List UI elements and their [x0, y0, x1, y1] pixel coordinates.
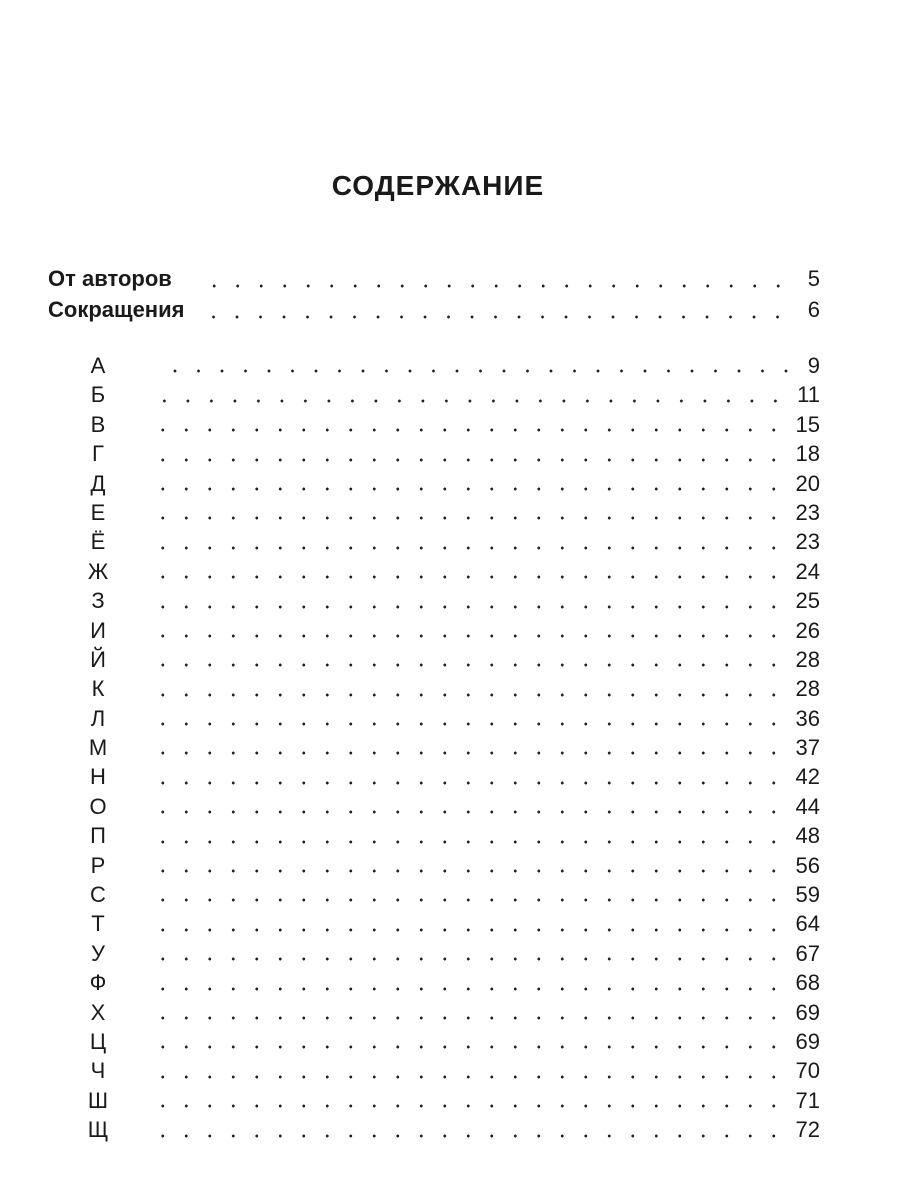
toc-letter-entry[interactable] [80, 911, 820, 940]
toc-letter-entry[interactable] [80, 529, 820, 558]
toc-letter-page: 71 [795, 1087, 820, 1113]
toc-letter-entry[interactable] [80, 941, 820, 970]
dot-leader [208, 315, 789, 319]
dot-leader [156, 722, 786, 726]
dot-leader [156, 516, 786, 520]
toc-letter-page: 56 [795, 852, 820, 878]
dot-leader [156, 663, 786, 667]
toc-letter: Щ [87, 1117, 109, 1143]
dot-leader [156, 458, 786, 462]
toc-letter-entry[interactable] [80, 618, 820, 647]
letter-index-list [80, 353, 820, 1147]
toc-letter-entry[interactable] [80, 382, 820, 411]
dot-leader [156, 1075, 786, 1079]
toc-letter-page: 20 [795, 470, 820, 496]
dot-leader [156, 987, 786, 991]
toc-letter: И [90, 617, 106, 643]
toc-letter-entry[interactable] [80, 647, 820, 676]
toc-letter-page: 28 [795, 646, 820, 672]
toc-letter: Х [90, 999, 106, 1025]
toc-letter-page: 44 [795, 793, 820, 819]
dot-leader [156, 369, 798, 373]
toc-letter: П [90, 823, 106, 849]
toc-entry-page: 6 [807, 297, 820, 322]
dot-leader [196, 284, 790, 288]
toc-letter-page: 67 [795, 940, 820, 966]
toc-letter-entry[interactable] [80, 559, 820, 588]
toc-letter: О [89, 793, 107, 819]
toc-letter-entry[interactable] [80, 1000, 820, 1029]
toc-letter: А [90, 353, 106, 378]
toc-letter-entry[interactable] [80, 412, 820, 441]
toc-letter: С [90, 882, 106, 908]
toc-letter: В [90, 411, 106, 437]
toc-letter-page: 68 [795, 970, 820, 996]
toc-letter-page: 69 [795, 1028, 820, 1054]
toc-entry-label: От авторов [48, 266, 172, 291]
dot-leader [156, 869, 786, 873]
toc-letter-entry[interactable] [80, 1117, 820, 1146]
toc-letter-entry[interactable] [80, 970, 820, 999]
toc-letter-entry[interactable] [80, 853, 820, 882]
toc-letter-entry[interactable] [80, 1088, 820, 1117]
toc-letter-page: 48 [795, 823, 820, 849]
toc-letter-page: 24 [795, 558, 820, 584]
toc-letter: Ш [87, 1087, 109, 1113]
toc-letter: Л [90, 705, 106, 731]
toc-letter-entry[interactable] [80, 441, 820, 470]
front-matter-list [48, 266, 820, 328]
toc-letter-entry[interactable] [80, 1058, 820, 1087]
dot-leader [156, 840, 786, 844]
toc-letter-page: 9 [807, 353, 820, 378]
toc-letter-page: 37 [795, 735, 820, 761]
toc-letter-entry[interactable] [80, 353, 820, 382]
dot-leader [156, 898, 786, 902]
dot-leader [156, 605, 786, 609]
dot-leader [156, 546, 786, 550]
toc-entry-page: 5 [807, 266, 820, 291]
toc-letter-page: 70 [795, 1058, 820, 1084]
toc-letter: У [91, 940, 105, 966]
toc-letter: Е [90, 499, 106, 525]
toc-letter: Д [90, 470, 106, 496]
toc-letter: Ч [90, 1058, 106, 1084]
dot-leader [156, 1045, 786, 1049]
toc-entry-abbreviations[interactable] [48, 297, 820, 328]
toc-letter-entry[interactable] [80, 676, 820, 705]
toc-letter-entry[interactable] [80, 794, 820, 823]
toc-letter-page: 23 [795, 529, 820, 555]
toc-entry-from-authors[interactable] [48, 266, 820, 297]
toc-letter-page: 15 [795, 411, 820, 437]
toc-letter-page: 64 [795, 911, 820, 937]
toc-entry-label: Сокращения [48, 297, 185, 322]
dot-leader [156, 575, 786, 579]
toc-letter-entry[interactable] [80, 588, 820, 617]
toc-letter-page: 25 [795, 588, 820, 614]
toc-letter-page: 11 [797, 382, 820, 408]
toc-letter-entry[interactable] [80, 1029, 820, 1058]
toc-letter: Г [92, 441, 104, 467]
dot-leader [156, 399, 787, 403]
dot-leader [156, 693, 786, 697]
toc-letter-page: 59 [795, 882, 820, 908]
toc-letter: К [91, 676, 105, 702]
dot-leader [156, 781, 786, 785]
toc-letter-entry[interactable] [80, 500, 820, 529]
toc-letter-page: 69 [795, 999, 820, 1025]
dot-leader [156, 1016, 786, 1020]
dot-leader [156, 1134, 786, 1138]
toc-letter-page: 28 [795, 676, 820, 702]
dot-leader [156, 957, 786, 961]
toc-letter-page: 26 [795, 617, 820, 643]
toc-letter: Т [91, 911, 105, 937]
toc-letter-page: 36 [795, 705, 820, 731]
toc-letter-entry[interactable] [80, 471, 820, 500]
toc-letter-entry[interactable] [80, 706, 820, 735]
toc-letter: Й [90, 646, 106, 672]
toc-letter-page: 72 [795, 1117, 820, 1143]
toc-letter-entry[interactable] [80, 823, 820, 852]
toc-letter-page: 23 [795, 499, 820, 525]
page-title: СОДЕРЖАНИЕ [331, 170, 545, 201]
toc-letter-entry[interactable] [80, 882, 820, 911]
toc-letter-entry[interactable] [80, 735, 820, 764]
toc-letter: Р [90, 852, 106, 878]
toc-letter-page: 42 [795, 764, 820, 790]
dot-leader [156, 1104, 786, 1108]
toc-letter: Ж [87, 558, 109, 584]
dot-leader [156, 428, 786, 432]
dot-leader [156, 487, 786, 491]
toc-letter: Н [90, 764, 106, 790]
toc-letter: Ё [90, 529, 106, 555]
toc-letter: З [91, 588, 105, 614]
dot-leader [156, 634, 786, 638]
dot-leader [156, 810, 786, 814]
dot-leader [156, 751, 786, 755]
toc-letter: Ф [89, 970, 107, 996]
dot-leader [156, 928, 786, 932]
toc-letter-entry[interactable] [80, 764, 820, 793]
toc-letter: Б [90, 382, 106, 408]
toc-letter: М [88, 735, 108, 761]
toc-letter-page: 18 [795, 441, 820, 467]
toc-letter: Ц [89, 1028, 107, 1054]
